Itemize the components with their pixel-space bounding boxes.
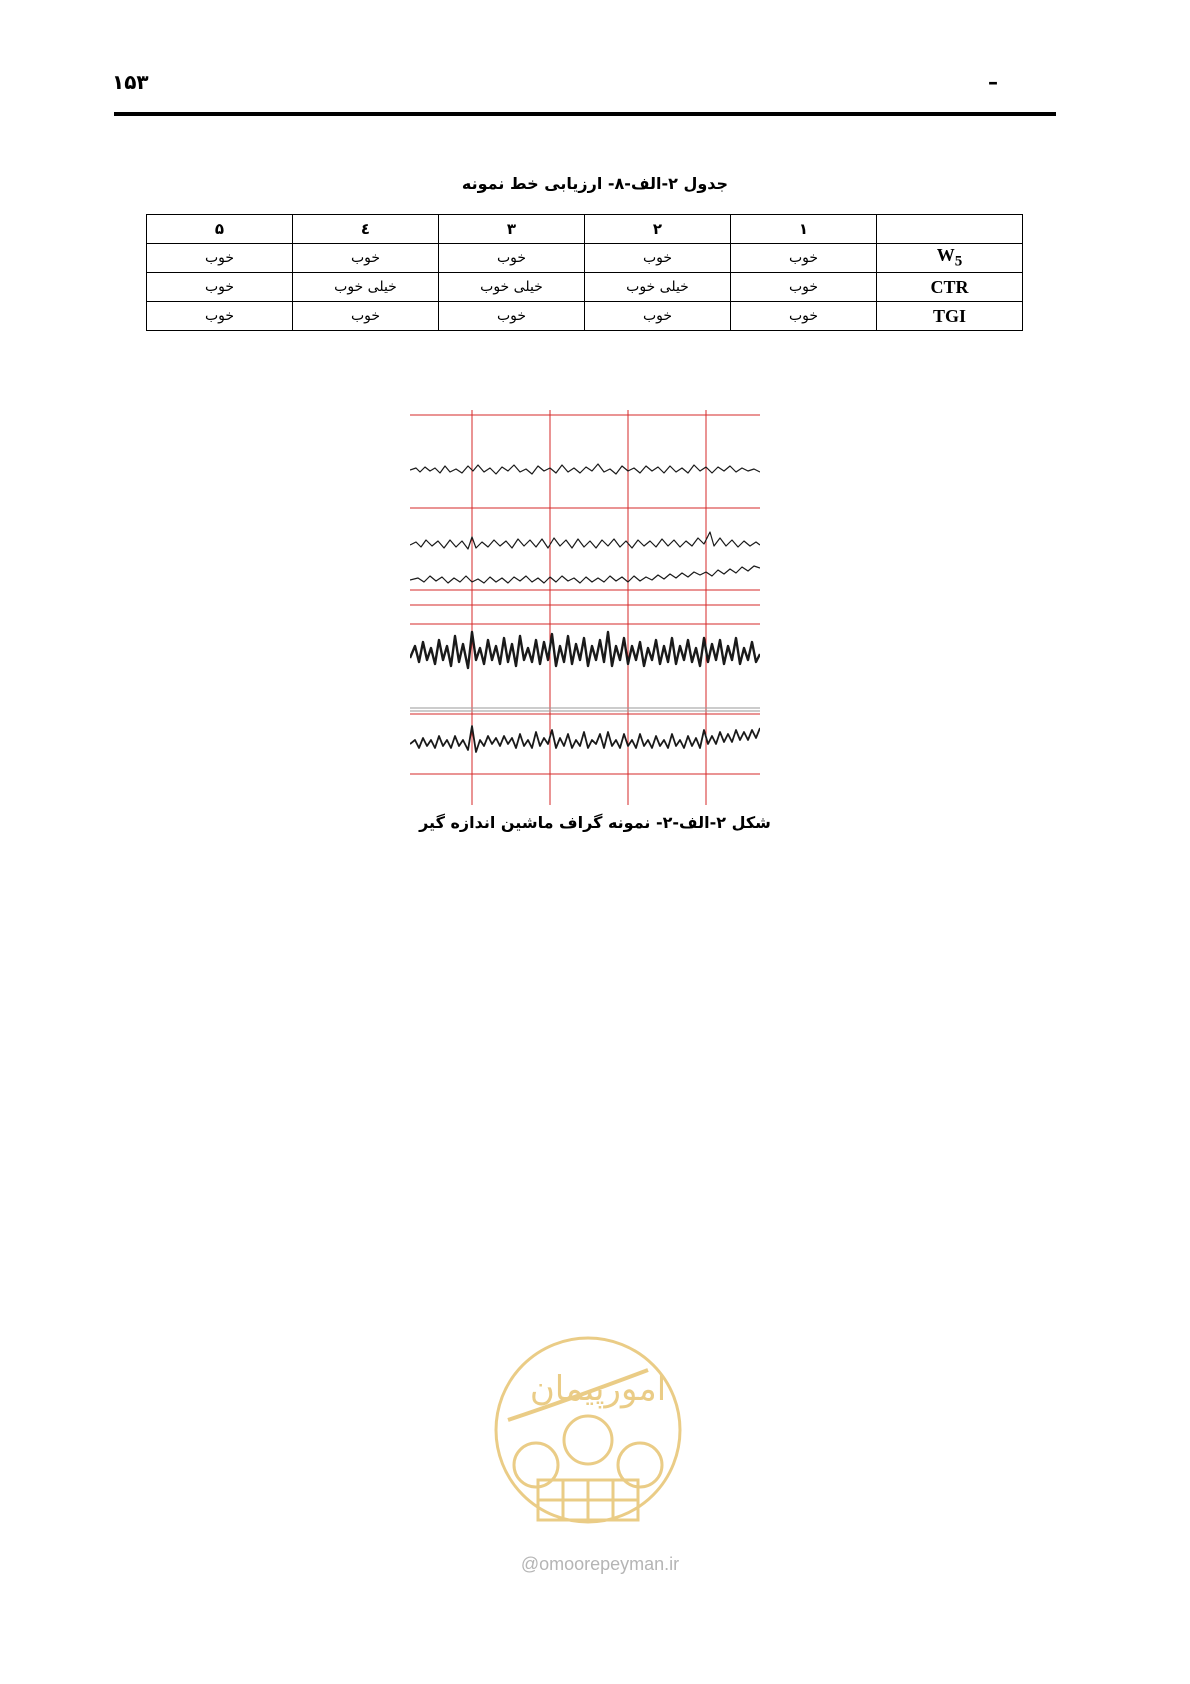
table-cell: خوب <box>585 302 731 331</box>
row-label-tgi: TGI <box>877 302 1023 331</box>
table-cell: خوب <box>147 244 293 273</box>
table-cell: خیلی خوب <box>585 273 731 302</box>
header-cell-empty <box>877 215 1023 244</box>
profilograph-figure <box>410 410 760 810</box>
grey-bands <box>410 708 760 711</box>
trace-4 <box>410 632 760 668</box>
header-dash: – <box>988 70 998 94</box>
header-cell-4: ٤ <box>293 215 439 244</box>
trace-3 <box>410 566 760 583</box>
header-cell-3: ۳ <box>439 215 585 244</box>
table-row-tgi <box>147 302 1023 331</box>
table-row-w5 <box>147 244 1023 273</box>
table-cell: خوب <box>731 273 877 302</box>
watermark-logo-text: امورپیمان <box>529 1369 667 1409</box>
trace-2 <box>410 532 760 549</box>
figure-caption: شکل ۲-الف-۲- نمونه گراف ماشین اندازه گیر <box>419 813 771 832</box>
row-label-w5-sub: 5 <box>954 253 963 270</box>
table-cell: خوب <box>293 302 439 331</box>
header-rule <box>114 112 1056 116</box>
table-row-ctr <box>147 273 1023 302</box>
header-cell-1: ۱ <box>731 215 877 244</box>
watermark-logo-icon <box>488 1330 688 1590</box>
trace-lines <box>410 464 760 752</box>
row-label-w5 <box>877 244 1023 273</box>
table-cell: خوب <box>293 244 439 273</box>
trace-5 <box>410 726 760 752</box>
table-cell: خیلی خوب <box>293 273 439 302</box>
watermark-gear-center <box>564 1416 612 1464</box>
table-cell: خوب <box>731 302 877 331</box>
header-cell-5: ۵ <box>147 215 293 244</box>
table-cell: خوب <box>731 244 877 273</box>
table-cell: خوب <box>147 302 293 331</box>
table-cell: خوب <box>585 244 731 273</box>
table-cell: خوب <box>439 302 585 331</box>
watermark-url: @omoorepeyman.ir <box>520 1554 680 1574</box>
row-label-w5-main: W <box>936 245 955 266</box>
page-number: ۱۵۳ <box>112 70 149 94</box>
trace-1 <box>410 464 760 474</box>
table-header-row <box>147 215 1023 244</box>
table-cell: خوب <box>147 273 293 302</box>
evaluation-table <box>146 214 1023 331</box>
table-caption: جدول ۲-الف-۸- ارزیابی خط نمونه <box>461 174 729 193</box>
table-cell: خوب <box>439 244 585 273</box>
header-cell-2: ۲ <box>585 215 731 244</box>
table-cell: خیلی خوب <box>439 273 585 302</box>
row-label-ctr: CTR <box>877 273 1023 302</box>
